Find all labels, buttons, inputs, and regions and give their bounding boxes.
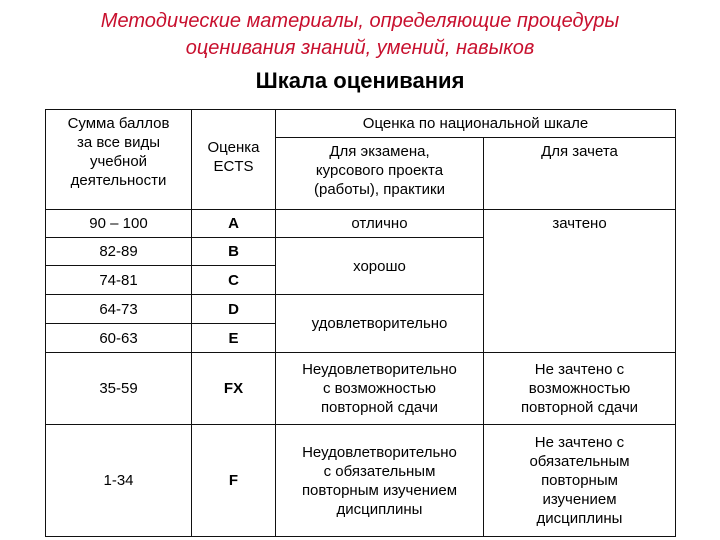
ects-grade-cell: C bbox=[192, 266, 276, 295]
credit-grade-fx: Не зачтено с возможностью повторной сдачи bbox=[484, 353, 676, 425]
points-range-cell: 1-34 bbox=[46, 425, 192, 537]
points-range-cell: 60-63 bbox=[46, 324, 192, 353]
subtitle-line-2: оценивания знаний, умений, навыков bbox=[185, 37, 535, 59]
ects-grade-cell: FX bbox=[192, 353, 276, 425]
credit-grade-passed: зачтено bbox=[484, 210, 676, 353]
exam-grade-good: хорошо bbox=[276, 238, 484, 295]
exam-grade-excellent: отлично bbox=[276, 210, 484, 238]
ects-grade-cell: E bbox=[192, 324, 276, 353]
exam-grade-f: Неудовлетворительно с обязательным повторным изучением дисциплины bbox=[276, 425, 484, 537]
grading-scale-table bbox=[45, 109, 676, 537]
ects-grade-cell: F bbox=[192, 425, 276, 537]
header-sum-of-points: Сумма баллов за все виды учебной деятельности bbox=[46, 110, 192, 210]
ects-grade-cell: D bbox=[192, 295, 276, 324]
header-exam-column: Для экзамена, курсового проекта (работы), практики bbox=[276, 138, 484, 210]
credit-grade-f: Не зачтено с обязательным повторным изучением дисциплины bbox=[484, 425, 676, 537]
page-title: Шкала оценивания bbox=[255, 68, 465, 93]
exam-grade-fx: Неудовлетворительно с возможностью повторной сдачи bbox=[276, 353, 484, 425]
header-credit-column: Для зачета bbox=[484, 138, 676, 210]
ects-grade-cell: A bbox=[192, 210, 276, 238]
exam-grade-satisfactory: удовлетворительно bbox=[276, 295, 484, 353]
points-range-cell: 64-73 bbox=[46, 295, 192, 324]
points-range-cell: 90 – 100 bbox=[46, 210, 192, 238]
points-range-cell: 35-59 bbox=[46, 353, 192, 425]
points-range-cell: 82-89 bbox=[46, 238, 192, 266]
header-ects-grade: Оценка ECTS bbox=[192, 110, 276, 210]
subtitle-line-1: Методические материалы, определяющие процедуры bbox=[100, 10, 620, 32]
ects-grade-cell: B bbox=[192, 238, 276, 266]
points-range-cell: 74-81 bbox=[46, 266, 192, 295]
header-national-scale: Оценка по национальной шкале bbox=[276, 110, 676, 138]
document-subtitle bbox=[0, 8, 720, 62]
